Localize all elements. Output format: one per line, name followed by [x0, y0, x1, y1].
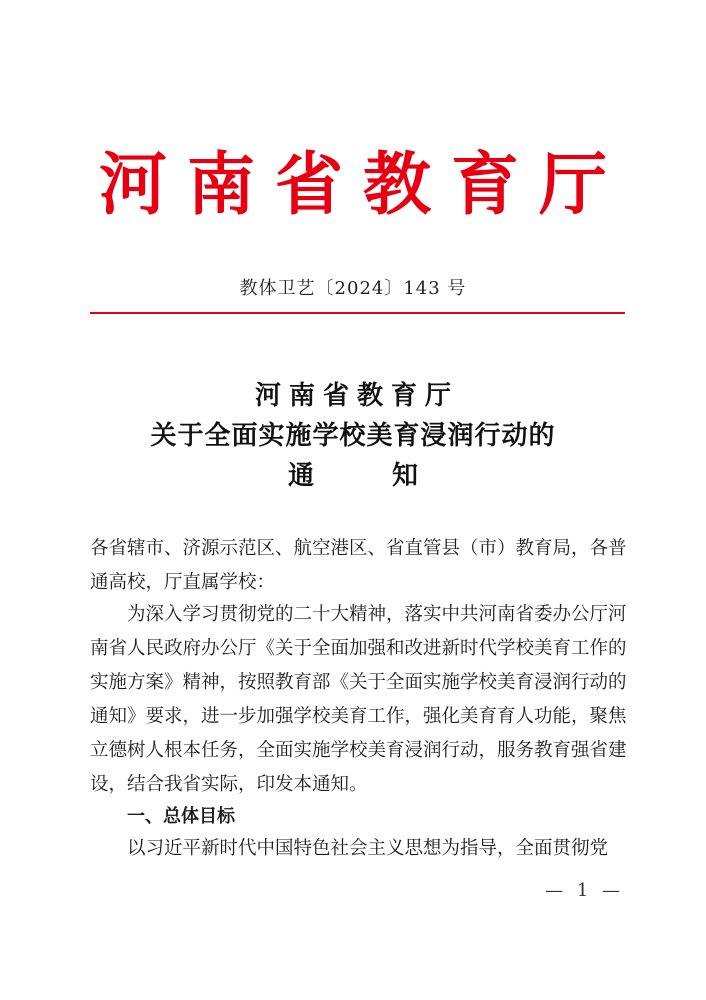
red-separator-line: [90, 312, 625, 314]
body-paragraph-2: 以习近平新时代中国特色社会主义思想为指导，全面贯彻党: [127, 838, 609, 859]
body-paragraph-1: 为深入学习贯彻党的二十大精神，落实中共河南省委办公厅河南省人民政府办公厅《关于全面加强和改进新时代学校美育工作的实施方案》精神，按照教育部《关于全面实施学校美育浸润行动的通知》要求，进一步加强学校美育工作，强化美育育人功能，聚焦立德树人根本任务，全面实施学校美育浸润行动，服务教育强省建设，结合我省实际，印发本通知。: [90, 604, 627, 795]
document-title: [0, 376, 706, 496]
issuer-masthead: 河南省教育厅: [98, 145, 627, 225]
title-subject-line: 关于全面实施学校美育浸润行动的: [150, 421, 556, 451]
page-number: — 1 —: [545, 880, 624, 901]
section-heading-1: 一、总体目标: [127, 806, 235, 827]
title-notice-char-1: 通: [287, 461, 314, 491]
title-issuer-line: 河南省教育厅: [254, 381, 459, 411]
title-notice-char-2: 知: [392, 461, 419, 491]
title-notice-line: [0, 456, 706, 496]
addressee: 各省辖市、济源示范区、航空港区、省直管县（市）教育局，各普通高校，厅直属学校：: [90, 538, 627, 593]
document-number: 教体卫艺〔2024〕143 号: [239, 278, 467, 299]
